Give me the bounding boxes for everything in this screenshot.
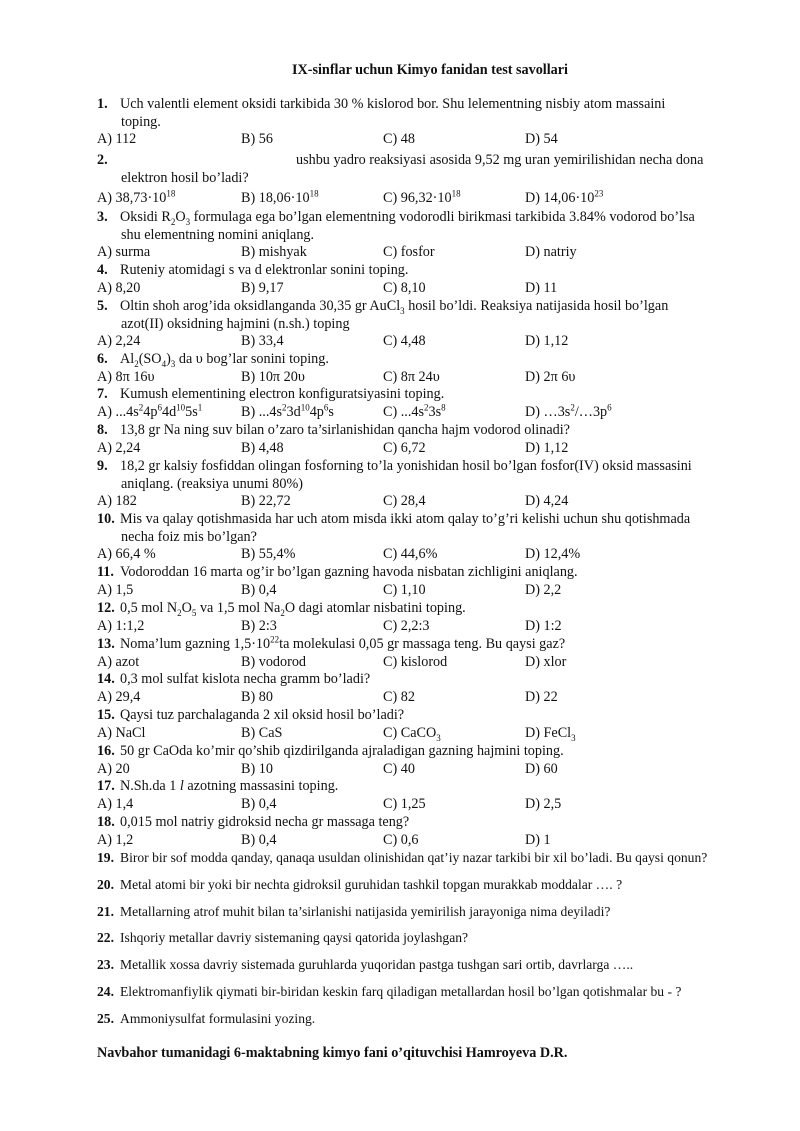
question-text-cont: shu elementning nomini aniqlang. bbox=[121, 226, 315, 243]
question-text-cont: toping. bbox=[121, 113, 161, 130]
option-a[interactable]: A) azot bbox=[97, 654, 140, 670]
question-24 bbox=[97, 983, 757, 1001]
question-number: 14. bbox=[97, 671, 115, 687]
option-d[interactable]: D) 22 bbox=[525, 689, 558, 705]
question-text: 50 gr CaOda ko’mir qo’shib qizdirilganda ajraladigan gazning hajmini toping. bbox=[120, 743, 564, 759]
question-2 bbox=[97, 152, 757, 187]
question-text: 0,015 mol natriy gidroksid necha gr massaga teng? bbox=[120, 814, 410, 830]
question-text-cont: aniqlang. (reaksiya unumi 80%) bbox=[121, 475, 304, 492]
option-a[interactable]: A) 1:1,2 bbox=[97, 618, 145, 634]
question-12 bbox=[97, 600, 757, 618]
question-number: 16. bbox=[97, 743, 115, 759]
option-a[interactable]: A) NaCl bbox=[97, 725, 146, 741]
question-text: Kumush elementining electron konfiguratsiyasini toping. bbox=[120, 386, 445, 402]
question-number: 18. bbox=[97, 814, 115, 830]
question-text-cont: necha foiz mis bo’lgan? bbox=[121, 528, 257, 545]
question-number: 12. bbox=[97, 600, 115, 616]
option-d[interactable]: D) xlor bbox=[525, 654, 567, 670]
question-text: Noma’lum gazning $1,5\cdot 10^{22}ta$ molekulasi 0,05 gr massaga teng. Bu qaysi gaz? bbox=[120, 634, 566, 652]
question-number: 10. bbox=[97, 511, 115, 527]
option-a[interactable]: A) 112 bbox=[97, 131, 137, 147]
options-9 bbox=[97, 493, 757, 511]
question-8 bbox=[97, 422, 757, 440]
question-number: 25. bbox=[97, 1011, 114, 1026]
option-b[interactable]: B) 0,4 bbox=[241, 796, 277, 812]
option-b[interactable]: B) 80 bbox=[241, 689, 273, 705]
question-text: Qaysi tuz parchalaganda 2 xil oksid hosil bo’ladi? bbox=[120, 707, 405, 723]
option-d[interactable]: D) 1 bbox=[525, 832, 551, 848]
option-c[interactable]: C) fosfor bbox=[383, 244, 435, 260]
options-3 bbox=[97, 244, 757, 262]
question-text: Elektromanfiylik qiymati bir-biridan keskin farq qiladigan metallardan hosil bo’lgan qotishmalar bu - ? bbox=[120, 984, 682, 999]
question-text: N.Sh.da 1 l azotning massasini toping. bbox=[120, 778, 339, 794]
question-17 bbox=[97, 778, 757, 796]
option-b[interactable]: B) 0,4 bbox=[241, 582, 277, 598]
author-footer: Navbahor tumanidagi 6-maktabning kimyo fani o’qituvchisi Hamroyeva D.R. bbox=[97, 1045, 568, 1061]
option-c[interactable]: C) 2,2:3 bbox=[383, 618, 430, 634]
options-1 bbox=[97, 131, 757, 149]
question-text: Oksidi $R_2O_3$ formulaga ega bo’lgan elementning vodorodli birikmasi tarkibida 3.84% vodorod bo’lsa bbox=[120, 209, 695, 227]
question-13 bbox=[97, 636, 757, 654]
question-number: 2. bbox=[97, 152, 108, 168]
question-text: Mis va qalay qotishmasida har uch atom misda ikki atom qalay to’g’ri kelishi uchun shu qotishmada bbox=[120, 511, 691, 527]
option-b[interactable]: B) mishyak bbox=[241, 244, 307, 260]
option-a[interactable]: A) surma bbox=[97, 244, 151, 260]
question-text: 13,8 gr Na ning suv bilan o’zaro ta’sirlanishidan qancha hajm vodorod olinadi? bbox=[120, 422, 570, 438]
option-b[interactable]: B) 2:3 bbox=[241, 618, 277, 634]
option-d[interactable]: D) $\dots 3s^2/\dots 3p^6$ bbox=[525, 402, 612, 420]
option-c[interactable]: C) 48 bbox=[383, 131, 415, 147]
question-4 bbox=[97, 262, 757, 280]
options-10 bbox=[97, 546, 757, 564]
question-14 bbox=[97, 671, 757, 689]
options-6 bbox=[97, 369, 757, 387]
option-b[interactable]: B) 33,4 bbox=[241, 333, 284, 349]
option-d[interactable]: D) natriy bbox=[525, 244, 577, 260]
question-text: $Al_2(SO_4)_3$ da υ bog’lar sonini toping. bbox=[120, 351, 329, 369]
option-c[interactable]: C) 8,10 bbox=[383, 280, 426, 296]
options-15 bbox=[97, 725, 757, 743]
question-text: 18,2 gr kalsiy fosfiddan olingan fosforning to’la yonishidan hosil bo’lgan fosfor(IV) oksid massasini bbox=[120, 458, 692, 474]
option-a[interactable]: A) $38,73\cdot 10^{18}$ bbox=[97, 188, 176, 206]
question-7 bbox=[97, 386, 757, 404]
options-8 bbox=[97, 440, 757, 458]
question-number: 4. bbox=[97, 262, 108, 278]
question-number: 22. bbox=[97, 930, 114, 945]
question-text: Metal atomi bir yoki bir nechta gidroksil guruhidan tashkil topgan murakkab moddalar …. ? bbox=[120, 877, 623, 892]
option-a[interactable]: A) 2,24 bbox=[97, 440, 141, 456]
option-a[interactable]: A) 66,4 % bbox=[97, 546, 156, 562]
question-text: Metallik xossa davriy sistemada guruhlarda yuqoridan pastga tushgan sari ortib, davrlarga ….. bbox=[120, 957, 634, 972]
question-text: Ammoniysulfat formulasini yozing. bbox=[120, 1011, 316, 1026]
option-a[interactable]: A) 20 bbox=[97, 761, 130, 777]
option-d[interactable]: D) 2,5 bbox=[525, 796, 562, 812]
question-21 bbox=[97, 903, 757, 921]
question-22 bbox=[97, 929, 757, 947]
option-a[interactable]: A) 1,5 bbox=[97, 582, 134, 598]
question-16 bbox=[97, 743, 757, 761]
options-4 bbox=[97, 280, 757, 298]
option-c[interactable]: C) 82 bbox=[383, 689, 415, 705]
question-23 bbox=[97, 956, 757, 974]
question-15 bbox=[97, 707, 757, 725]
option-c[interactable]: C) $96,32\cdot 10^{18}$ bbox=[383, 188, 461, 206]
question-text: Ishqoriy metallar davriy sistemaning qaysi qatorida joylashgan? bbox=[120, 930, 469, 945]
question-number: 8. bbox=[97, 422, 108, 438]
question-text: Oltin shoh arog’ida oksidlanganda 30,35 gr AuCl$_3$ hosil bo’ldi. Reaksiya natijasida hosil bo’lgan bbox=[120, 298, 669, 316]
option-c[interactable]: C) $...4s^23s^8$ bbox=[383, 402, 446, 420]
option-c[interactable]: C) 6,72 bbox=[383, 440, 426, 456]
question-19 bbox=[97, 849, 777, 867]
options-14 bbox=[97, 689, 757, 707]
option-d[interactable]: D) 1,12 bbox=[525, 440, 569, 456]
question-text: Uch valentli element oksidi tarkibida 30 % kislorod bor. Shu lelementning nisbiy atom massaini bbox=[120, 96, 666, 112]
option-b[interactable]: B) 10 bbox=[241, 761, 273, 777]
question-number: 24. bbox=[97, 984, 114, 999]
option-c[interactable]: C) 44,6% bbox=[383, 546, 438, 562]
option-d[interactable]: D) 60 bbox=[525, 761, 558, 777]
options-2 bbox=[97, 190, 757, 208]
option-c[interactable]: C) 28,4 bbox=[383, 493, 426, 509]
option-b[interactable]: B) 9,17 bbox=[241, 280, 284, 296]
question-number: 3. bbox=[97, 209, 108, 225]
option-b[interactable]: B) 55,4% bbox=[241, 546, 296, 562]
option-c[interactable]: C) CaCO$_3$ bbox=[383, 725, 441, 743]
question-text: Vodoroddan 16 marta og’ir bo’lgan gazning havoda nisbatan zichligini aniqlang. bbox=[120, 564, 578, 580]
option-a[interactable]: A) 29,4 bbox=[97, 689, 141, 705]
question-10 bbox=[97, 511, 757, 546]
option-a[interactable]: A) 182 bbox=[97, 493, 137, 509]
option-d[interactable]: D) FeCl$_3$ bbox=[525, 725, 576, 743]
option-a[interactable]: A) 8,20 bbox=[97, 280, 141, 296]
options-18 bbox=[97, 832, 757, 850]
option-c[interactable]: C) 8π 24υ bbox=[383, 369, 440, 385]
question-18 bbox=[97, 814, 757, 832]
question-20 bbox=[97, 876, 757, 894]
option-b[interactable]: B) $18,06\cdot 10^{18}$ bbox=[241, 188, 319, 206]
question-text: Ruteniy atomidagi s va d elektronlar sonini toping. bbox=[120, 262, 409, 278]
option-b[interactable]: B) 4,48 bbox=[241, 440, 284, 456]
options-13 bbox=[97, 654, 757, 672]
option-b[interactable]: B) CaS bbox=[241, 725, 283, 741]
option-a[interactable]: A) 1,4 bbox=[97, 796, 134, 812]
question-text-cont: elektron hosil bo’ladi? bbox=[121, 169, 249, 186]
option-d[interactable]: D) 54 bbox=[525, 131, 558, 147]
option-d[interactable]: D) 4,24 bbox=[525, 493, 569, 509]
question-5 bbox=[97, 298, 757, 333]
options-16 bbox=[97, 761, 757, 779]
question-number: 6. bbox=[97, 351, 108, 367]
options-11 bbox=[97, 582, 757, 600]
option-c[interactable]: C) kislorod bbox=[383, 654, 448, 670]
option-c[interactable]: C) 1,10 bbox=[383, 582, 426, 598]
question-text: Biror bir sof modda qanday, qanaqa usuldan olinishidan qat’iy nazar tarkibi bir xil bo’ladi. Bu qaysi qonun? bbox=[120, 850, 708, 865]
question-number: 19. bbox=[97, 850, 114, 865]
question-25 bbox=[97, 1010, 757, 1028]
question-number: 13. bbox=[97, 636, 115, 652]
option-a[interactable]: A) 1,2 bbox=[97, 832, 134, 848]
question-number: 21. bbox=[97, 904, 114, 919]
question-number: 1. bbox=[97, 96, 108, 112]
question-number: 23. bbox=[97, 957, 114, 972]
option-a[interactable]: A) $...4s^24p^64d^{10}5s^1$ bbox=[97, 402, 203, 420]
question-number: 7. bbox=[97, 386, 108, 402]
question-number: 20. bbox=[97, 877, 114, 892]
question-number: 5. bbox=[97, 298, 108, 314]
question-text: 0,3 mol sulfat kislota necha gramm bo’ladi? bbox=[120, 671, 371, 687]
option-d[interactable]: D) 1:2 bbox=[525, 618, 562, 634]
question-number: 15. bbox=[97, 707, 115, 723]
option-b[interactable]: B) $...4s^23d^{10}4p^6s$ bbox=[241, 402, 334, 420]
question-text: 0,5 mol $N_2O_5$ va 1,5 mol $Na_2O$ dagi atomlar nisbatini toping. bbox=[120, 600, 466, 618]
option-d[interactable]: D) 12,4% bbox=[525, 546, 581, 562]
option-c[interactable]: C) 4,48 bbox=[383, 333, 426, 349]
question-text: Metallarning atrof muhit bilan ta’sirlanishi natijasida yemirilish jarayoniga nima deyiladi? bbox=[120, 904, 611, 919]
option-d[interactable]: D) 2π 6υ bbox=[525, 369, 576, 385]
question-text-cont: azot(II) oksidning hajmini (n.sh.) toping bbox=[121, 315, 350, 332]
option-c[interactable]: C) 0,6 bbox=[383, 832, 419, 848]
option-d[interactable]: D) $14,06\cdot 10^{23}$ bbox=[525, 188, 604, 206]
option-c[interactable]: C) 40 bbox=[383, 761, 415, 777]
option-d[interactable]: D) 1,12 bbox=[525, 333, 569, 349]
question-number: 11. bbox=[97, 564, 114, 580]
option-a[interactable]: A) 2,24 bbox=[97, 333, 141, 349]
option-b[interactable]: B) 56 bbox=[241, 131, 273, 147]
question-11 bbox=[97, 564, 757, 582]
options-7 bbox=[97, 404, 757, 422]
options-17 bbox=[97, 796, 757, 814]
option-b[interactable]: B) 22,72 bbox=[241, 493, 291, 509]
page-title: IX-sinflar uchun Kimyo fanidan test savollari bbox=[291, 62, 569, 78]
question-9 bbox=[97, 458, 757, 493]
option-d[interactable]: D) 11 bbox=[525, 280, 558, 296]
options-5 bbox=[97, 333, 757, 351]
option-b[interactable]: B) vodorod bbox=[241, 654, 307, 670]
option-d[interactable]: D) 2,2 bbox=[525, 582, 562, 598]
options-12 bbox=[97, 618, 757, 636]
option-c[interactable]: C) 1,25 bbox=[383, 796, 426, 812]
option-a[interactable]: A) 8π 16υ bbox=[97, 369, 155, 385]
option-b[interactable]: B) 10π 20υ bbox=[241, 369, 305, 385]
question-number: 17. bbox=[97, 778, 115, 794]
question-6 bbox=[97, 351, 757, 369]
question-text: ushbu yadro reaksiyasi asosida 9,52 mg uran yemirilishidan necha dona bbox=[296, 152, 704, 168]
option-b[interactable]: B) 0,4 bbox=[241, 832, 277, 848]
question-3 bbox=[97, 209, 757, 244]
question-1 bbox=[97, 96, 757, 131]
question-number: 9. bbox=[97, 458, 108, 474]
